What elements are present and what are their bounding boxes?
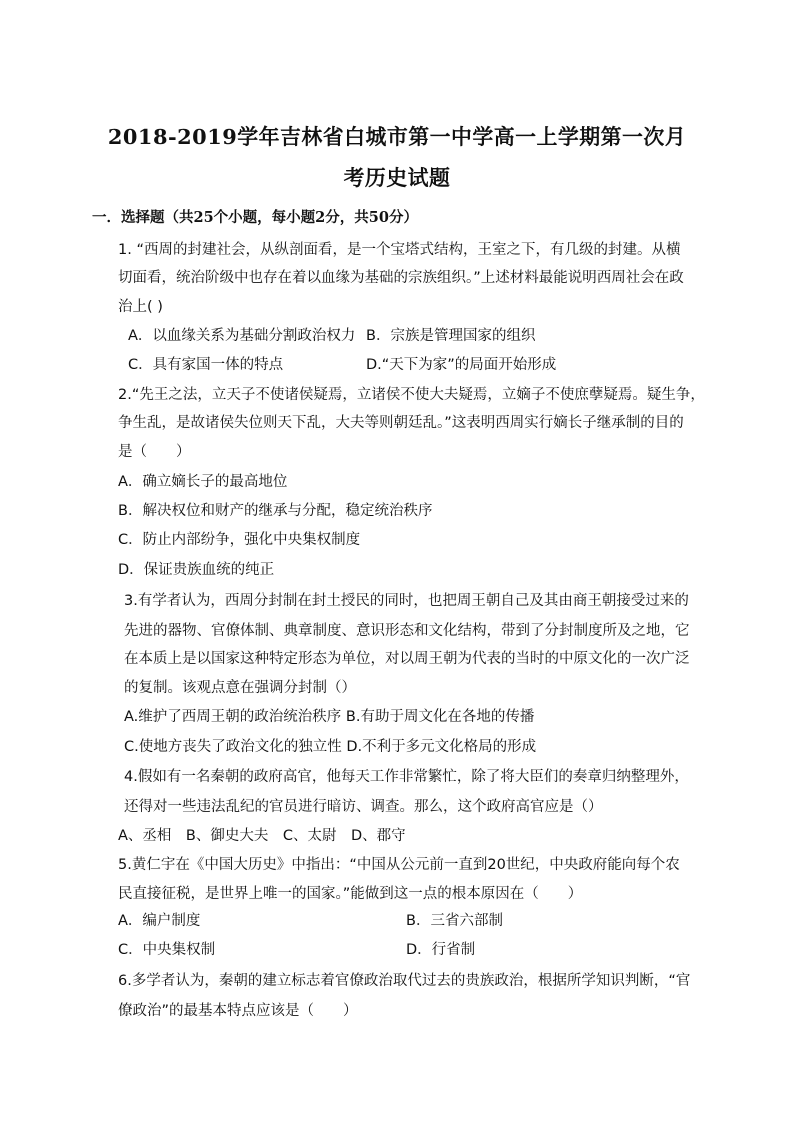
q4-options: A、丞相 B、御史大夫 C、太尉 D、郡守 bbox=[118, 828, 406, 844]
q3-options-cd: C.使地方丧失了政治文化的独立性 D.不利于多元文化格局的形成 bbox=[124, 739, 537, 755]
q4-line-2: 还得对一些违法乱纪的官员进行暗访、调查。那么，这个政府高官应是（） bbox=[124, 799, 603, 815]
q5-option-a: A．编户制度 bbox=[118, 913, 201, 929]
q2-option-d: D．保证贵族血统的纯正 bbox=[118, 562, 275, 578]
q3-line-2: 先进的器物、官僚体制、典章制度、意识形态和文化结构，带到了分封制度所及之地，它 bbox=[124, 623, 690, 639]
q6-line-2: 僚政治”的最基本特点应该是（ ） bbox=[118, 1003, 358, 1019]
q3-line-3: 在本质上是以国家这种特定形态为单位，对以周王朝为代表的当时的中原文化的一次广泛 bbox=[124, 651, 690, 667]
q1-option-d: D.“天下为家”的局面开始形成 bbox=[366, 357, 557, 373]
q1-option-b: B．宗族是管理国家的组织 bbox=[366, 328, 536, 344]
document-title-line-1: 2018-2019学年吉林省白城市第一中学高一上学期第一次月 bbox=[107, 124, 687, 149]
q5-option-c: C．中央集权制 bbox=[118, 942, 216, 958]
q1-option-a: A．以血缘关系为基础分割政治权力 bbox=[128, 328, 356, 344]
q3-line-1: 3.有学者认为，西周分封制在封土授民的同时，也把周王朝自己及其由商王朝接受过来的 bbox=[124, 593, 689, 609]
q2-option-b: B．解决权位和财产的继承与分配，稳定统治秩序 bbox=[118, 503, 433, 519]
q1-option-c: C．具有家国一体的特点 bbox=[128, 357, 284, 373]
q2-option-a: A．确立嫡长子的最高地位 bbox=[118, 474, 288, 490]
section-header: 一．选择题（共25个小题，每小题2分，共50分） bbox=[92, 209, 418, 226]
q2-line-1: 2.“先王之法，立天子不使诸侯疑焉，立诸侯不使大夫疑焉，立嫡子不使庶孽疑焉。疑生争， bbox=[118, 387, 705, 403]
q2-line-2: 争生乱，是故诸侯失位则天下乱，大夫等则朝廷乱。”这表明西周实行嫡长子继承制的目的 bbox=[118, 415, 684, 431]
q3-options-ab: A.维护了西周王朝的政治统治秩序 B.有助于周文化在各地的传播 bbox=[124, 709, 535, 725]
q5-line-2: 民直接征税，是世界上唯一的国家。”能做到这一点的根本原因在（ ） bbox=[118, 886, 583, 902]
q2-line-3: 是（ ） bbox=[118, 444, 191, 460]
q3-line-4: 的复制。该观点意在强调分封制（） bbox=[124, 680, 356, 696]
q6-line-1: 6.多学者认为，秦朝的建立标志着官僚政治取代过去的贵族政治，根据所学知识判断，“官 bbox=[118, 973, 691, 989]
q1-line-3: 治上( ) bbox=[118, 299, 163, 315]
q1-line-2: 切面看，统治阶级中也存在着以血缘为基础的宗族组织。”上述材料最能说明西周社会在政 bbox=[118, 270, 684, 286]
q5-line-1: 5.黄仁宇在《中国大历史》中指出：“中国从公元前一直到20世纪，中央政府能向每个农 bbox=[118, 857, 680, 873]
q5-option-d: D．行省制 bbox=[406, 942, 476, 958]
q2-option-c: C．防止内部纷争，强化中央集权制度 bbox=[118, 532, 361, 548]
q5-option-b: B．三省六部制 bbox=[406, 913, 503, 929]
document-title-line-2: 考历史试题 bbox=[343, 165, 451, 190]
q1-line-1: 1. “西周的封建社会，从纵剖面看，是一个宝塔式结构，王室之下，有几级的封建。从横 bbox=[118, 242, 681, 258]
q4-line-1: 4.假如有一名秦朝的政府高官，他每天工作非常繁忙，除了将大臣们的奏章归纳整理外， bbox=[124, 769, 689, 785]
